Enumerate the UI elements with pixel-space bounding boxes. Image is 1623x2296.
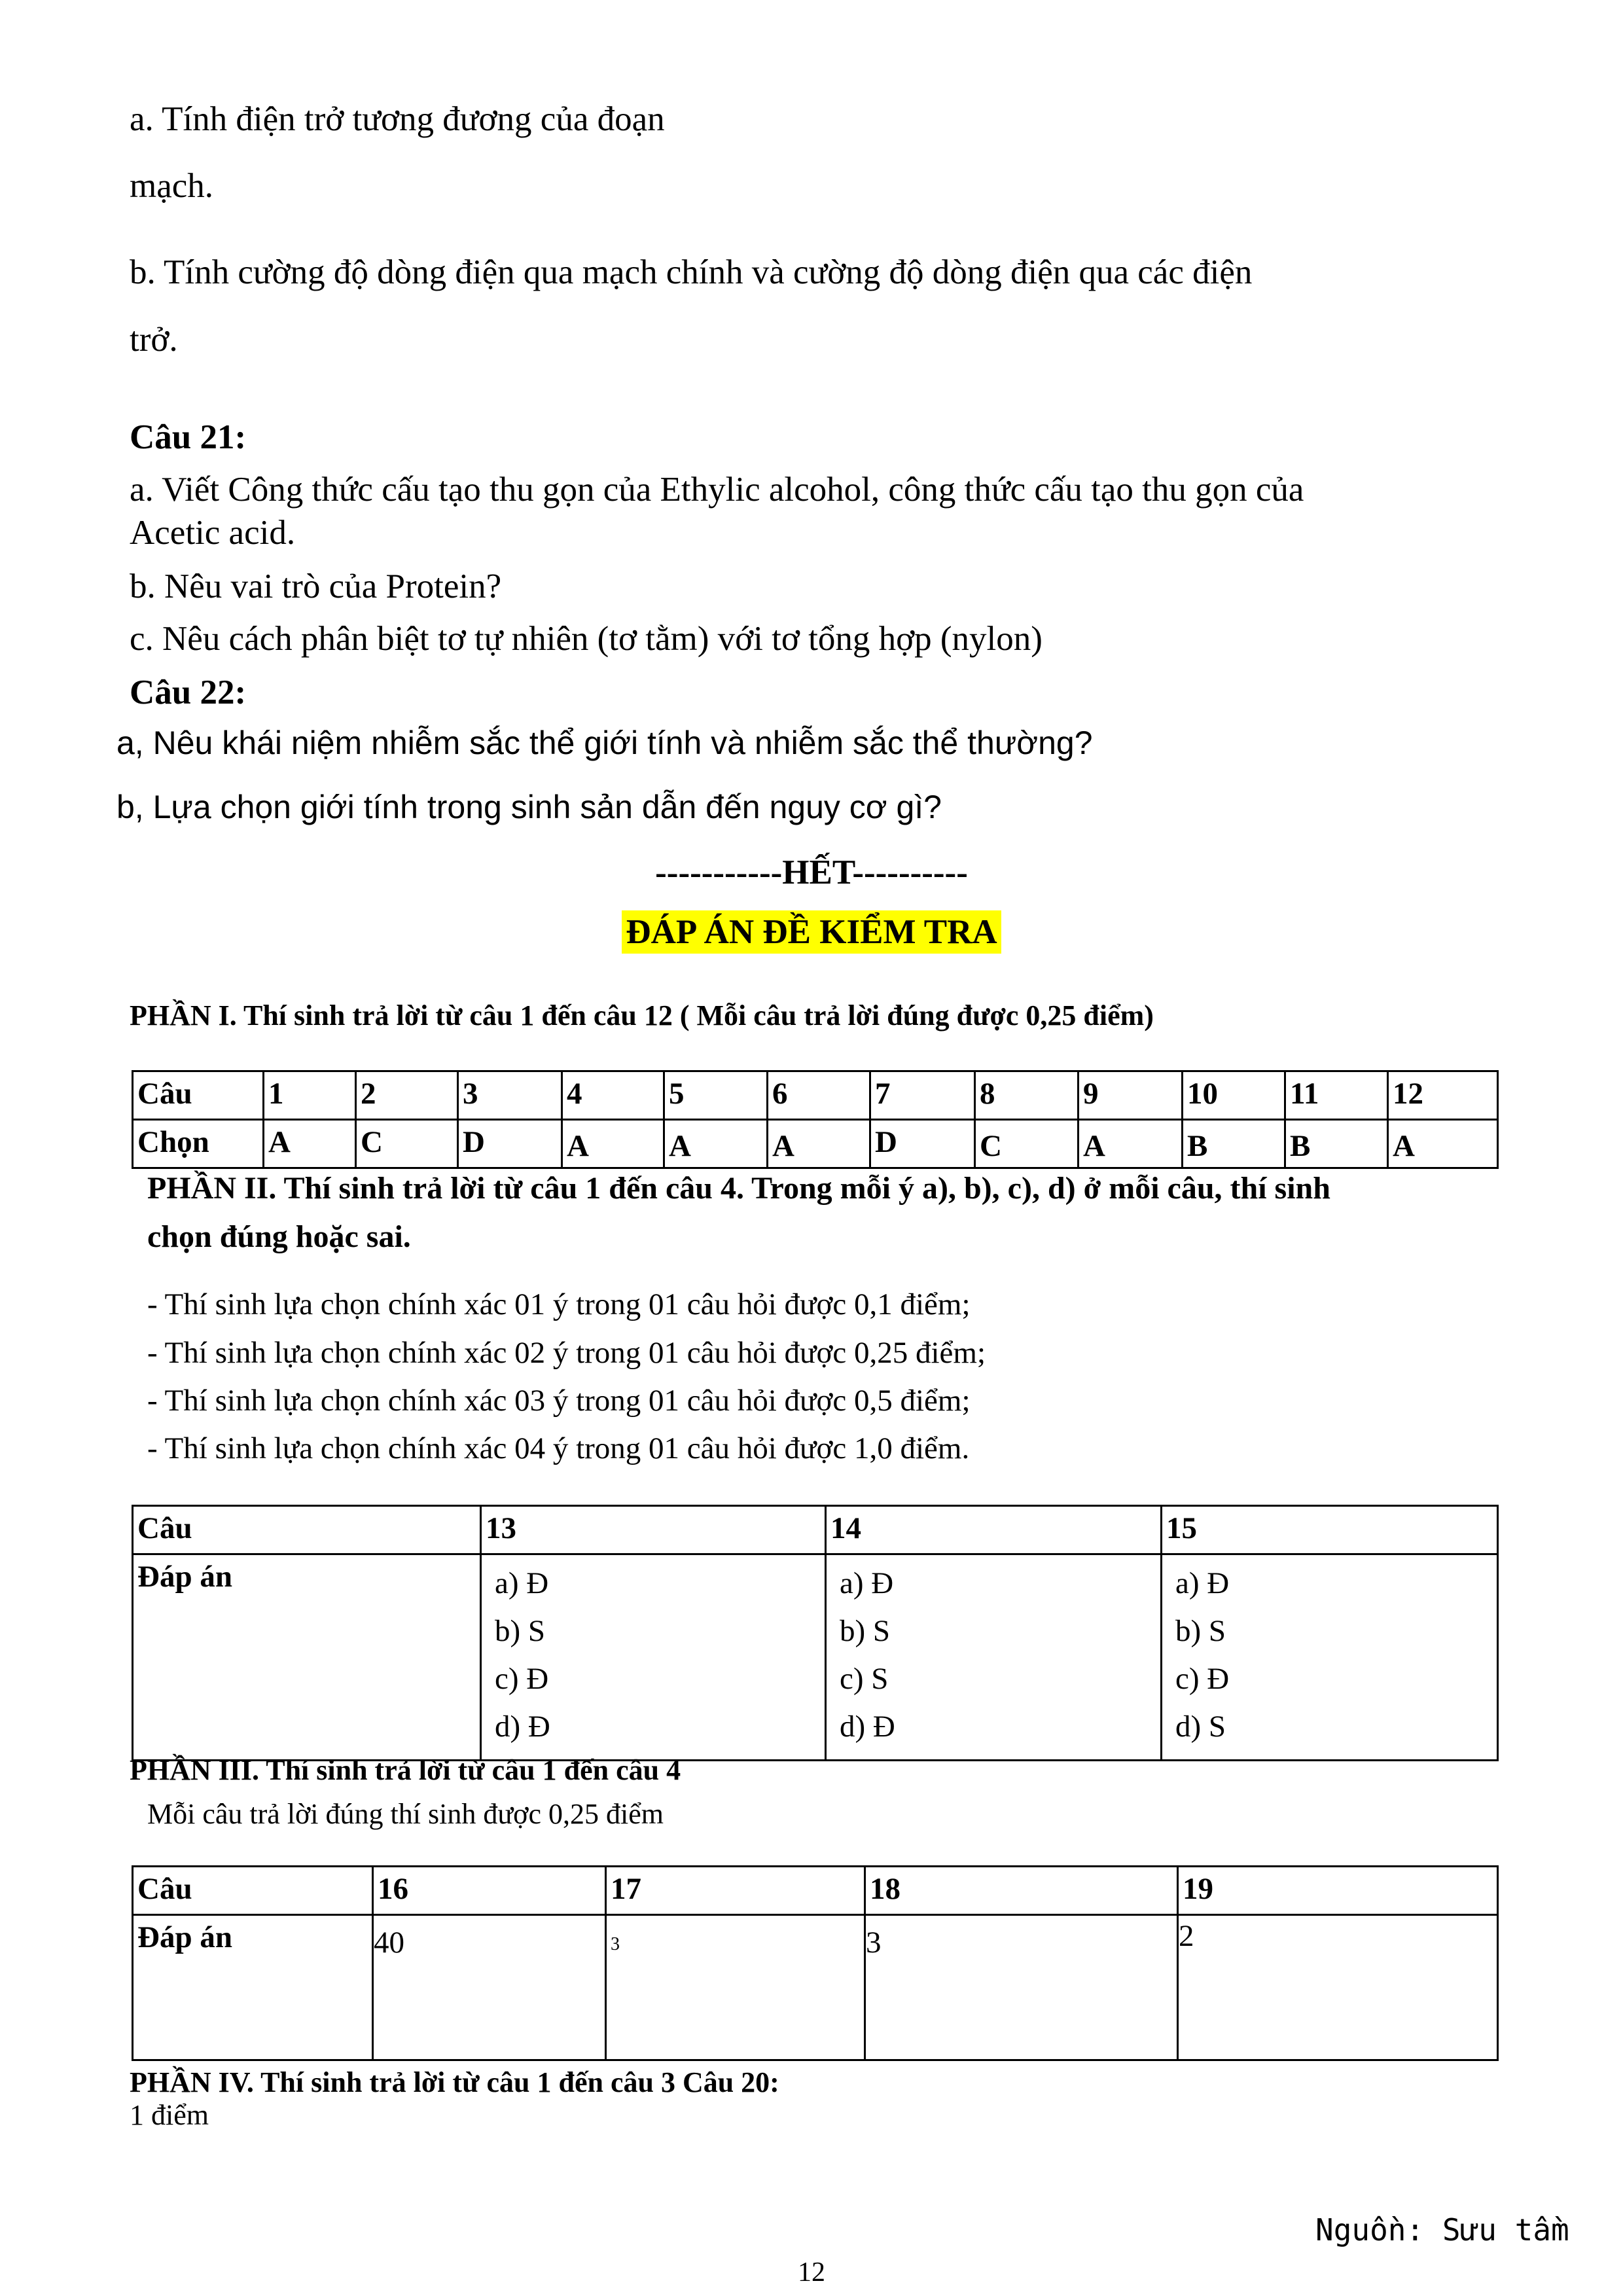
table-cell: Câu [133, 1867, 373, 1915]
table-cell: 6 [768, 1071, 870, 1120]
q20-b-line2: trở. [130, 321, 178, 359]
q21-b: b. Nêu vai trò của Protein? [130, 567, 502, 605]
table-cell: 8 [975, 1071, 1079, 1120]
table-cell: 2 [1178, 1915, 1498, 2060]
table-cell: 15 [1162, 1506, 1498, 1554]
table-cell: Đáp án [133, 1554, 481, 1761]
table-cell: C [356, 1120, 458, 1168]
answer-option: a) Đ [840, 1566, 894, 1600]
part2-rule-1: - Thí sinh lựa chọn chính xác 01 ý trong 01 câu hỏi được 0,1 điểm; [147, 1287, 971, 1321]
table-cell: A [562, 1120, 664, 1168]
part2-heading-line2: chọn đúng hoặc sai. [147, 1219, 411, 1254]
part1-answer-table [132, 1070, 1499, 1169]
table-cell: C [975, 1120, 1079, 1168]
answer-option: d) Đ [840, 1710, 895, 1744]
table-cell: 12 [1388, 1071, 1498, 1120]
table-cell: 9 [1079, 1071, 1183, 1120]
table-cell [826, 1554, 1162, 1761]
table-cell: D [870, 1120, 975, 1168]
table-cell: 40 [373, 1915, 606, 2060]
part3-answer-row [133, 1915, 1498, 2060]
table-cell: 11 [1285, 1071, 1388, 1120]
table-cell: 19 [1178, 1867, 1498, 1915]
table-cell: 10 [1183, 1071, 1285, 1120]
answer-option: d) S [1175, 1710, 1226, 1744]
part2-rule-2: - Thí sinh lựa chọn chính xác 02 ý trong 01 câu hỏi được 0,25 điểm; [147, 1336, 986, 1370]
answer-option: a) Đ [495, 1566, 549, 1600]
part1-question-row [133, 1071, 1498, 1120]
table-cell [481, 1554, 826, 1761]
part3-heading: PHẦN III. Thí sinh trả lời từ câu 1 đến câu 4 [130, 1754, 681, 1786]
q21-a-line2: Acetic acid. [130, 514, 296, 552]
table-cell: 17 [606, 1867, 865, 1915]
q20-b-line1: b. Tính cường độ dòng điện qua mạch chính và cường độ dòng điện qua các điện [130, 253, 1253, 291]
part1-choice-row [133, 1120, 1498, 1168]
q22-a: a, Nêu khái niệm nhiễm sắc thể giới tính và nhiễm sắc thể thường? [116, 725, 1093, 761]
table-cell: 3 [865, 1915, 1178, 2060]
answer-option: c) Đ [1175, 1662, 1230, 1696]
end-mark: -----------HẾT---------- [655, 853, 968, 891]
table-cell: A [768, 1120, 870, 1168]
table-cell: 2 [356, 1071, 458, 1120]
part3-answer-table [132, 1865, 1499, 2061]
table-cell: 16 [373, 1867, 606, 1915]
table-cell: A [1079, 1120, 1183, 1168]
part2-rule-3: - Thí sinh lựa chọn chính xác 03 ý trong 01 câu hỏi được 0,5 điểm; [147, 1384, 971, 1418]
q21-title: Câu 21: [130, 418, 247, 456]
answer-option: b) S [840, 1614, 891, 1648]
table-cell: 3 [458, 1071, 562, 1120]
answer-option: a) Đ [1175, 1566, 1230, 1600]
table-cell: 13 [481, 1506, 826, 1554]
part2-answer-row [133, 1554, 1498, 1761]
q22-title: Câu 22: [130, 673, 247, 711]
answer-option: c) S [840, 1662, 889, 1696]
table-cell: D [458, 1120, 562, 1168]
source-note: Nguồn: Sưu tầm [1315, 2212, 1569, 2248]
part4-score: 1 điểm [130, 2099, 209, 2131]
part3-note: Mỗi câu trả lời đúng thí sinh được 0,25 điểm [147, 1798, 664, 1830]
table-cell: A [264, 1120, 356, 1168]
q21-c: c. Nêu cách phân biệt tơ tự nhiên (tơ tằm) với tơ tổng hợp (nylon) [130, 620, 1043, 658]
table-cell: B [1183, 1120, 1285, 1168]
part3-header-row [133, 1867, 1498, 1915]
page-number: 12 [798, 2257, 825, 2287]
table-cell: 4 [562, 1071, 664, 1120]
answer-option: c) Đ [495, 1662, 549, 1696]
table-cell: Câu [133, 1506, 481, 1554]
table-cell: A [664, 1120, 768, 1168]
table-cell: Đáp án [133, 1915, 373, 2060]
answer-option: b) S [1175, 1614, 1226, 1648]
table-cell [1162, 1554, 1498, 1761]
part2-heading-line1: PHẦN II. Thí sinh trả lời từ câu 1 đến câu 4. Trong mỗi ý a), b), c), d) ở mỗi câu, thí sinh [147, 1171, 1330, 1206]
part4-heading: PHẦN IV. Thí sinh trả lời từ câu 1 đến câu 3 Câu 20: [130, 2066, 779, 2098]
table-cell: 7 [870, 1071, 975, 1120]
table-cell: B [1285, 1120, 1388, 1168]
part2-rule-4: - Thí sinh lựa chọn chính xác 04 ý trong 01 câu hỏi được 1,0 điểm. [147, 1431, 970, 1465]
table-cell: 1 [264, 1071, 356, 1120]
table-cell: 3 [606, 1915, 865, 2060]
part1-heading: PHẦN I. Thí sinh trả lời từ câu 1 đến câu 12 ( Mỗi câu trả lời đúng được 0,25 điểm) [130, 999, 1154, 1031]
q22-b: b, Lựa chọn giới tính trong sinh sản dẫn đến nguy cơ gì? [116, 789, 942, 825]
table-cell: 18 [865, 1867, 1178, 1915]
table-cell: Câu [133, 1071, 264, 1120]
q20-a-line1: a. Tính điện trở tương đương của đoạn [130, 100, 665, 138]
answer-option: b) S [495, 1614, 546, 1648]
table-cell: Chọn [133, 1120, 264, 1168]
table-cell: A [1388, 1120, 1498, 1168]
table-cell: 5 [664, 1071, 768, 1120]
q20-a-line2: mạch. [130, 167, 214, 205]
q21-a-line1: a. Viết Công thức cấu tạo thu gọn của Ethylic alcohol, công thức cấu tạo thu gọn của [130, 471, 1304, 509]
answer-option: d) Đ [495, 1710, 550, 1744]
answer-key-title: ĐÁP ÁN ĐỀ KIỂM TRA [622, 910, 1001, 954]
part2-header-row [133, 1506, 1498, 1554]
table-cell: 14 [826, 1506, 1162, 1554]
part2-answer-table [132, 1505, 1499, 1761]
